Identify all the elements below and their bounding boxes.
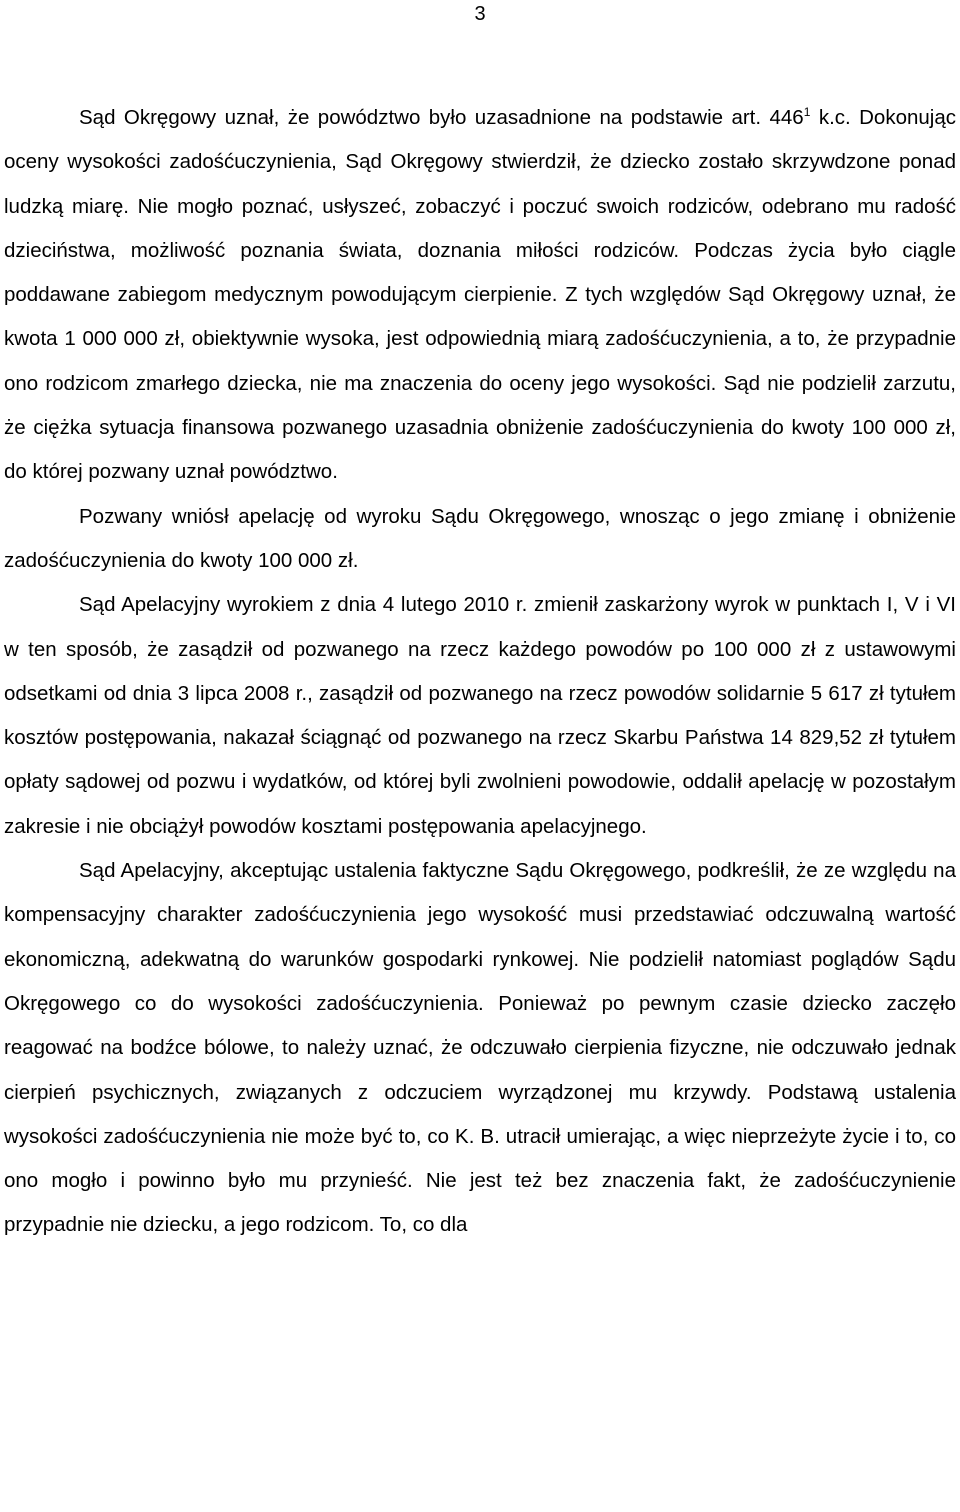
- paragraph-1: [4, 96, 956, 495]
- superscript-marker: 1: [803, 105, 811, 120]
- paragraph-3: Sąd Apelacyjny wyrokiem z dnia 4 lutego 2010 r. zmienił zaskarżony wyrok w punktach I, V i VI w ten sposób, że zasądził od pozwanego na rzecz każdego powodów po 100 000 zł z ustawowymi odsetkami od dnia 3 lipca 2008 r., zasądził od pozwanego na rzecz powodów solidarnie 5 617 zł tytułem kosztów postępowania, nakazał ściągnąć od pozwanego na rzecz Skarbu Państwa 14 829,52 zł tytułem opłaty sądowej od pozwu i wydatków, od której byli zwolnieni powodowie, oddalił apelację w pozostałym zakresie i nie obciążył powodów kosztami postępowania apelacyjnego.: [4, 593, 956, 838]
- paragraph-1-text-b: k.c. Dokonując oceny wysokości zadośćuczynienia, Sąd Okręgowy stwierdził, że dziecko zostało skrzywdzone ponad ludzką miarę. Nie mogło poznać, usłyszeć, zobaczyć i poczuć swoich rodziców, odebrano mu radość dzieciństwa, możliwość poznania świata, doznania miłości rodziców. Podczas życia było ciągle poddawane zabiegom medycznym powodującym cierpienie. Z tych względów Sąd Okręgowy uznał, że kwota 1 000 000 zł, obiektywnie wysoka, jest odpowiednią miarą zadośćuczynienia, a to, że przypadnie ono rodzicom zmarłego dziecka, nie ma znaczenia do oceny jego wysokości. Sąd nie podzielił zarzutu, że ciężka sytuacja finansowa pozwanego uzasadnia obniżenie zadośćuczynienia do kwoty 100 000 zł, do której pozwany uznał powództwo.: [4, 106, 956, 484]
- paragraph-2: Pozwany wniósł apelację od wyroku Sądu Okręgowego, wnosząc o jego zmianę i obniżenie zadośćuczynienia do kwoty 100 000 zł.: [4, 504, 956, 572]
- page-number: 3: [474, 3, 486, 25]
- paragraph-4: Sąd Apelacyjny, akceptując ustalenia faktyczne Sądu Okręgowego, podkreślił, że ze względu na kompensacyjny charakter zadośćuczynienia jego wysokość musi przedstawiać odczuwalną wartość ekonomiczną, adekwatną do warunków gospodarki rynkowej. Nie podzielił natomiast poglądów Sądu Okręgowego co do wysokości zadośćuczynienia. Ponieważ po pewnym czasie dziecko zaczęło reagować na bodźce bólowe, to należy uznać, że odczuwało cierpienia fizyczne, nie odczuwało jednak cierpień psychicznych, związanych z odczuciem wyrządzonej mu krzywdy. Podstawą ustalenia wysokości zadośćuczynienia nie może być to, co K. B. utracił umierając, a więc nieprzeżyte życie i to, co ono mogło i powinno było mu przynieść. Nie jest też bez znaczenia fakt, że zadośćuczynienie przypadnie nie dziecku, a jego rodzicom. To, co dla: [4, 859, 956, 1237]
- document-body: [4, 96, 956, 1248]
- paragraph-1-text-a: Sąd Okręgowy uznał, że powództwo było uzasadnione na podstawie art. 446: [79, 106, 804, 129]
